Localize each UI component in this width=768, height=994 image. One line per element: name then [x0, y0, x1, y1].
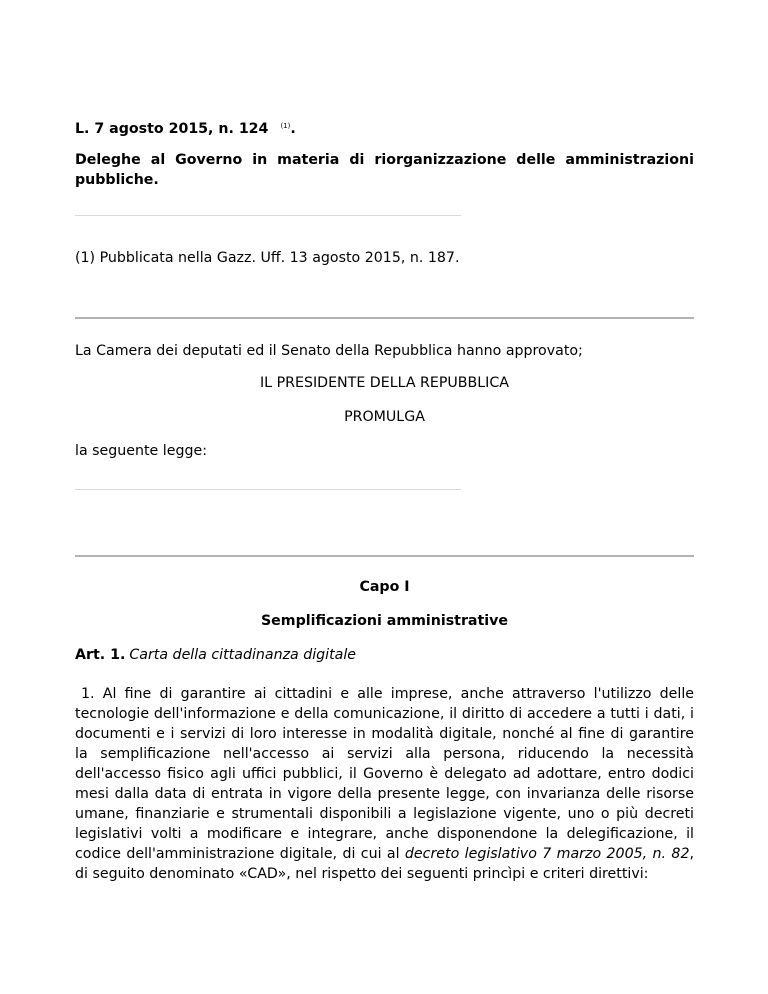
chapter-divider [75, 555, 694, 557]
following-law-text: la seguente legge: [75, 443, 207, 459]
article-title: Carta della cittadinanza digitale [129, 647, 357, 663]
preamble-divider [75, 489, 461, 490]
article-number: Art. 1. [75, 647, 126, 663]
section-divider [75, 317, 694, 319]
chapter-title: Semplificazioni amministrative [260, 613, 509, 629]
law-title-text: L. 7 agosto 2015, n. 124 [75, 121, 269, 137]
footnote-marker[interactable]: (1) [280, 122, 291, 130]
legislative-decree-reference[interactable]: decreto legislativo 7 marzo 2005, n. 82 [404, 846, 690, 862]
president-heading: IL PRESIDENTE DELLA REPUBBLICA [260, 375, 509, 391]
law-title [75, 116, 296, 139]
approval-statement: La Camera dei deputati ed il Senato della Repubblica hanno approvato; [75, 343, 583, 359]
footnote-divider [75, 215, 461, 216]
chapter-number: Capo I [359, 579, 410, 595]
article-heading [75, 645, 356, 665]
footnote-text: (1) Pubblicata nella Gazz. Uff. 13 agosto 2015, n. 187. [75, 250, 460, 266]
promulga-heading: PROMULGA [344, 409, 425, 425]
paragraph-text-1: 1. Al fine di garantire ai cittadini e alle imprese, anche attraverso l'utilizzo delle tecnologie dell'informazione e della comunicazione, il diritto di accedere a tutti i dati, i documenti e i servizi di loro interesse in modalità digitale, nonché al fine di garantire la semplificazione nell'accesso ai servizi alla persona, riducendo la necessità dell'accesso fisico agli uffici pubblici, il Governo è delegato ad adottare, entro dodici mesi dalla data di entrata in vigore della presente legge, con invarianza delle risorse umane, finanziarie e strumentali disponibili a legislazione vigente, uno o più decreti legislativi volti a modificare e integrare, anche disponendone la delegificazione, il codice dell'amministrazione digitale, di cui al [75, 686, 694, 862]
title-period: . [290, 121, 296, 137]
law-subject: Deleghe al Governo in materia di riorganizzazione delle amministrazioni pubbliche. [75, 152, 694, 188]
paragraph-text-2: , di seguito denominato «CAD», nel rispetto dei seguenti princìpi e criteri direttivi: [75, 846, 694, 882]
article-paragraph [75, 684, 694, 884]
